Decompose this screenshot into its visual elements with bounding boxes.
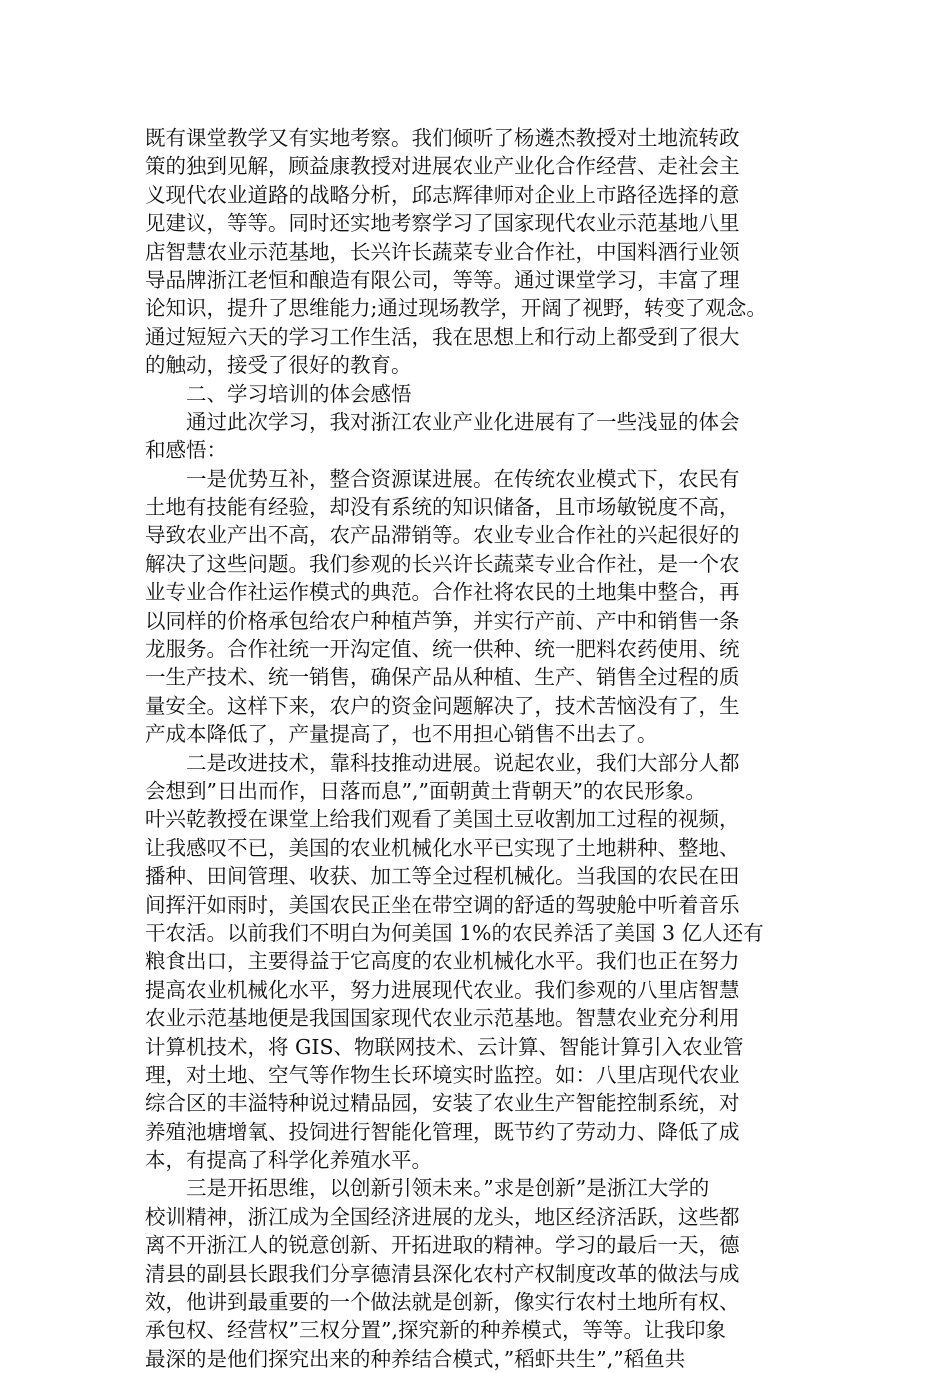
paragraph-start-line: 三是开拓思维，以创新引领未来。”求是创新”是浙江大学的 (186, 1176, 710, 1201)
text-line: 播种、田间管理、收获、加工等全过程机械化。当我国的农民在田 (145, 864, 740, 889)
paragraph-start-line: 一是优势互补，整合资源谋进展。在传统农业模式下，农民有 (186, 466, 740, 491)
text-line: 本，有提高了科学化养殖水平。 (145, 1148, 432, 1173)
paragraph-start-line: 二、学习培训的体会感悟 (186, 381, 412, 406)
text-line: 量安全。这样下来，农户的资金问题解决了，技术苦恼没有了，生 (145, 693, 740, 718)
text-line: 离不开浙江人的锐意创新、开拓进取的精神。学习的最后一天，德 (145, 1233, 740, 1258)
text-line: 业专业合作社运作模式的典范。合作社将农民的土地集中整合，再 (145, 580, 740, 605)
text-line: 见建议，等等。同时还实地考察学习了国家现代农业示范基地八里 (145, 211, 740, 236)
text-line: 店智慧农业示范基地，长兴许长蔬菜专业合作社，中国料酒行业领 (145, 239, 740, 264)
paragraph-start-line: 通过此次学习，我对浙江农业产业化进展有了一些浅显的体会 (186, 409, 740, 434)
text-line: 既有课堂教学又有实地考察。我们倾听了杨遴杰教授对土地流转政 (145, 126, 740, 150)
text-line: 提高农业机械化水平，努力进展现代农业。我们参观的八里店智慧 (145, 977, 740, 1002)
text-line: 土地有技能有经验，却没有系统的知识储备，且市场敏锐度不高， (145, 495, 740, 520)
paragraph-start-line: 二是改进技术，靠科技推动进展。说起农业，我们大部分人都 (186, 750, 740, 775)
text-line: 清县的副县长跟我们分享德清县深化农村产权制度改革的做法与成 (145, 1261, 740, 1286)
text-line: 龙服务。合作社统一开沟定值、统一供种、统一肥料农药使用、统 (145, 637, 740, 662)
text-line: 会想到”日出而作，日落而息”,”面朝黄土背朝天”的农民形象。 (145, 778, 706, 803)
text-line: 导品牌浙江老恒和酿造有限公司，等等。通过课堂学习，丰富了理 (145, 267, 740, 292)
text-line: 最深的是他们探究出来的种养结合模式，”稻虾共生”,”稻鱼共 (145, 1346, 686, 1371)
text-line: 产成本降低了，产量提高了，也不用担心销售不出去了。 (145, 722, 658, 747)
text-line: 粮食出口，主要得益于它高度的农业机械化水平。我们也正在努力 (145, 949, 740, 974)
text-line: 承包权、经营权”三权分置”,探究新的种养模式，等等。让我印象 (145, 1318, 726, 1343)
text-line: 解决了这些问题。我们参观的长兴许长蔬菜专业合作社，是一个农 (145, 551, 740, 576)
text-line: 导致农业产出不高，农产品滞销等。农业专业合作社的兴起很好的 (145, 523, 740, 548)
text-line: 论知识，提升了思维能力;通过现场教学，开阔了视野，转变了观念。 (145, 296, 767, 321)
text-line: 理，对土地、空气等作物生长环境实时监控。如：八里店现代农业 (145, 1062, 740, 1087)
text-line: 的触动，接受了很好的教育。 (145, 353, 412, 378)
text-line: 和感悟： (145, 438, 227, 463)
text-line: 农业示范基地便是我国国家现代农业示范基地。智慧农业充分利用 (145, 1006, 740, 1031)
text-line: 干农活。以前我们不明白为何美国 1%的农民养活了美国 3 亿人还有 (145, 920, 764, 945)
text-line: 间挥汗如雨时，美国农民正坐在带空调的舒适的驾驶舱中听着音乐 (145, 892, 740, 917)
text-line: 叶兴乾教授在课堂上给我们观看了美国土豆收割加工过程的视频， (145, 807, 740, 832)
text-line: 通过短短六天的学习工作生活，我在思想上和行动上都受到了很大 (145, 324, 740, 349)
text-line: 效，他讲到最重要的一个做法就是创新，像实行农村土地所有权、 (145, 1290, 740, 1315)
text-line: 一生产技术、统一销售，确保产品从种植、生产、销售全过程的质 (145, 665, 740, 690)
text-line: 义现代农业道路的战略分析，邱志辉律师对企业上市路径选择的意 (145, 182, 740, 207)
text-line: 综合区的丰溢特种说过精品园，安装了农业生产智能控制系统，对 (145, 1091, 740, 1116)
body-text (145, 124, 827, 1373)
text-line: 让我感叹不已，美国的农业机械化水平已实现了土地耕种、整地、 (145, 835, 740, 860)
text-line: 策的独到见解，顾益康教授对进展农业产业化合作经营、走社会主 (145, 154, 740, 179)
text-line: 计算机技术，将 GIS、物联网技术、云计算、智能计算引入农业管 (145, 1034, 744, 1059)
text-line: 以同样的价格承包给农户种植芦笋，并实行产前、产中和销售一条 (145, 608, 740, 633)
text-line: 校训精神，浙江成为全国经济进展的龙头，地区经济活跃，这些都 (145, 1204, 740, 1229)
text-line: 养殖池塘增氧、投饲进行智能化管理，既节约了劳动力、降低了成 (145, 1119, 740, 1144)
